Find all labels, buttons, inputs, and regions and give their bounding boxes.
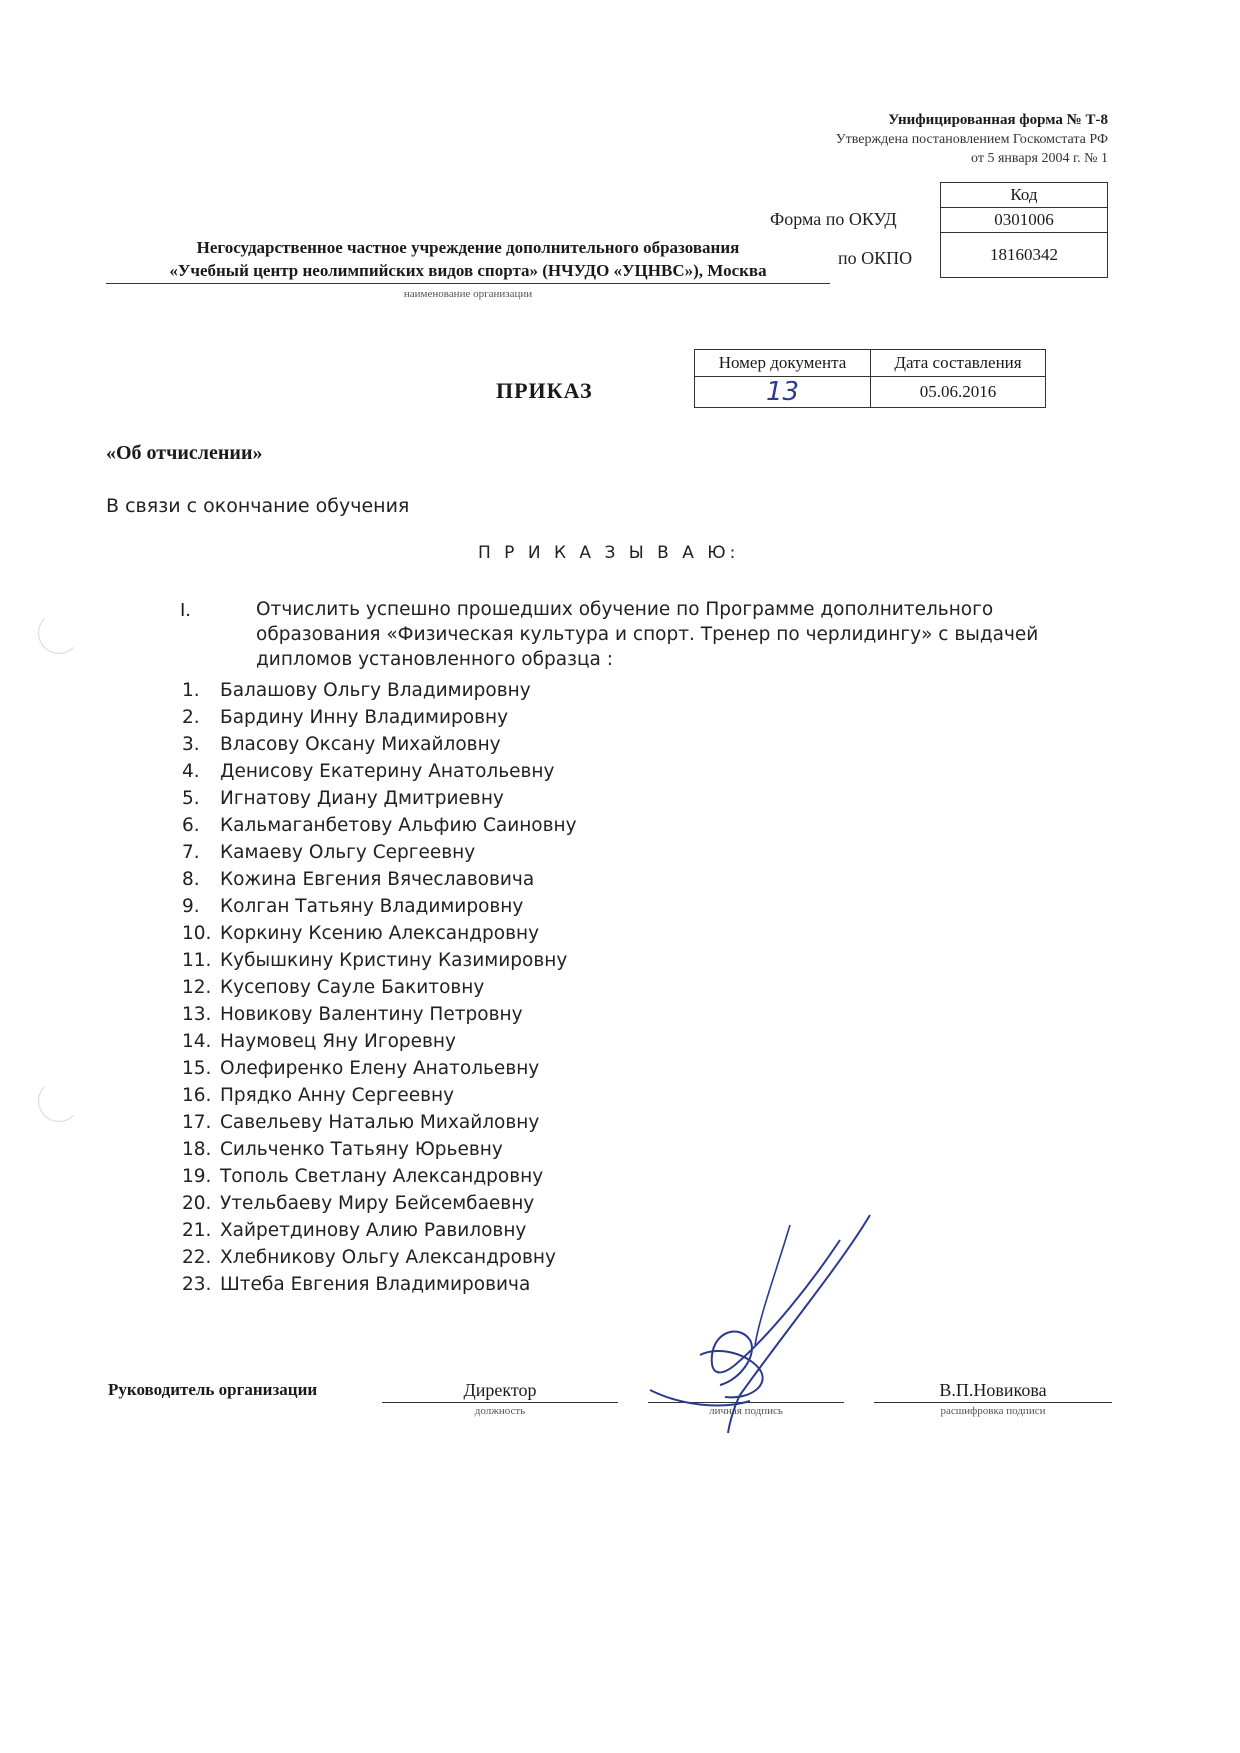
- list-item: [182, 731, 577, 758]
- student-name: Новикову Валентину Петровну: [220, 1004, 523, 1025]
- okud-value: 0301006: [941, 208, 1108, 233]
- punch-hole-icon: [38, 612, 80, 654]
- signer-name-caption: расшифровка подписи: [940, 1405, 1046, 1417]
- student-name: Сильченко Татьяну Юрьевну: [220, 1139, 503, 1160]
- student-name: Камаеву Ольгу Сергеевну: [220, 842, 476, 863]
- position-line: [382, 1402, 618, 1403]
- codes-table: [940, 182, 1108, 278]
- list-item-number: 5.: [182, 788, 200, 809]
- student-name: Кожина Евгения Вячеславовича: [220, 869, 535, 890]
- list-item-number: 20.: [182, 1193, 212, 1214]
- organization-caption: наименование организации: [403, 288, 533, 300]
- form-approved-date: от 5 января 2004 г. № 1: [971, 151, 1108, 166]
- okud-label: Форма по ОКУД: [770, 209, 897, 229]
- list-item-number: 4.: [182, 761, 200, 782]
- list-item: [182, 785, 577, 812]
- student-name: Игнатову Диану Дмитриевну: [220, 788, 504, 809]
- student-name: Колган Татьяну Владимировну: [220, 896, 524, 917]
- list-item: [182, 1190, 577, 1217]
- list-item-number: 9.: [182, 896, 200, 917]
- student-name: Савельеву Наталью Михайловну: [220, 1112, 540, 1133]
- list-item-number: 8.: [182, 869, 200, 890]
- list-item-number: 11.: [182, 950, 212, 971]
- list-item-number: 18.: [182, 1139, 212, 1160]
- list-item-number: 13.: [182, 1004, 212, 1025]
- document-number-cell: [695, 377, 871, 408]
- item-number: I.: [180, 600, 192, 621]
- list-item: [182, 677, 577, 704]
- list-item-number: 15.: [182, 1058, 212, 1079]
- student-name: Олефиренко Елену Анатольевну: [220, 1058, 540, 1079]
- list-item: [182, 1244, 577, 1271]
- student-name: Прядко Анну Сергеевну: [220, 1085, 455, 1106]
- list-item-number: 1.: [182, 680, 200, 701]
- order-reason: В связи с окончание обучения: [106, 495, 410, 517]
- list-item: [182, 866, 577, 893]
- form-name: Унифицированная форма № Т-8: [888, 112, 1108, 128]
- signer-name-line: [874, 1402, 1112, 1403]
- list-item-number: 17.: [182, 1112, 212, 1133]
- list-item: [182, 839, 577, 866]
- document-number-table: [694, 349, 1046, 408]
- list-item-number: 3.: [182, 734, 200, 755]
- order-subject: «Об отчислении»: [106, 442, 263, 464]
- list-item: [182, 920, 577, 947]
- document-date: 05.06.2016: [871, 377, 1046, 408]
- student-name: Кальмаганбетову Альфию Саиновну: [220, 815, 577, 836]
- student-name: Балашову Ольгу Владимировну: [220, 680, 531, 701]
- student-name: Штеба Евгения Владимировича: [220, 1274, 531, 1295]
- list-item: [182, 893, 577, 920]
- list-item-number: 7.: [182, 842, 200, 863]
- list-item: [182, 1163, 577, 1190]
- student-name: Тополь Светлану Александровну: [220, 1166, 544, 1187]
- list-item: [182, 1271, 577, 1298]
- list-item-number: 6.: [182, 815, 200, 836]
- student-name: Хлебникову Ольгу Александровну: [220, 1247, 556, 1268]
- signer-name: В.П.Новикова: [939, 1380, 1047, 1400]
- position-value: Директор: [463, 1380, 537, 1400]
- student-name: Денисову Екатерину Анатольевну: [220, 761, 555, 782]
- student-name: Утельбаеву Миру Бейсембаевну: [220, 1193, 535, 1214]
- list-item: [182, 974, 577, 1001]
- list-item: [182, 1055, 577, 1082]
- list-item: [182, 1109, 577, 1136]
- student-name: Коркину Ксению Александровну: [220, 923, 540, 944]
- document-number-header: Номер документа: [695, 350, 871, 377]
- punch-hole-icon: [38, 1080, 80, 1122]
- position-caption: должность: [474, 1405, 526, 1417]
- list-item-number: 12.: [182, 977, 212, 998]
- student-name: Кубышкину Кристину Казимировну: [220, 950, 568, 971]
- list-item: [182, 1082, 577, 1109]
- list-item: [182, 1217, 577, 1244]
- list-item-number: 2.: [182, 707, 200, 728]
- list-item: [182, 1028, 577, 1055]
- document-date-header: Дата составления: [871, 350, 1046, 377]
- order-title: ПРИКАЗ: [496, 378, 593, 403]
- student-name: Бардину Инну Владимировну: [220, 707, 509, 728]
- item-text: Отчислить успешно прошедших обучение по Программе дополнительного образования «Физическая культура и спорт. Тренер по черлидингу» с выдачей дипломов установленного образца :: [256, 599, 1039, 670]
- list-item: [182, 1136, 577, 1163]
- list-item-number: 22.: [182, 1247, 212, 1268]
- code-header: Код: [941, 183, 1108, 208]
- organization-name-line2: «Учебный центр неолимпийских видов спорта» (НЧУДО «УЦНВС»), Москва: [106, 261, 830, 284]
- okpo-value: 18160342: [941, 233, 1108, 278]
- list-item: [182, 704, 577, 731]
- list-item-number: 23.: [182, 1274, 212, 1295]
- head-of-organization-label: Руководитель организации: [108, 1380, 318, 1399]
- list-item: [182, 758, 577, 785]
- handwritten-signature-icon: [640, 1205, 880, 1445]
- list-item-number: 19.: [182, 1166, 212, 1187]
- list-item: [182, 947, 577, 974]
- signature-caption: личная подпись: [709, 1405, 783, 1417]
- list-item-number: 14.: [182, 1031, 212, 1052]
- student-name: Власову Оксану Михайловну: [220, 734, 501, 755]
- list-item-number: 16.: [182, 1085, 212, 1106]
- order-word: П Р И К А З Ы В А Ю:: [478, 543, 740, 563]
- list-item-number: 21.: [182, 1220, 212, 1241]
- student-name: Кусепову Сауле Бакитовну: [220, 977, 485, 998]
- document-number: 13: [765, 377, 800, 407]
- organization-name-line1: Негосударственное частное учреждение дополнительного образования: [196, 238, 740, 257]
- okpo-label: по ОКПО: [838, 248, 913, 268]
- student-name: Хайретдинову Алию Равиловну: [220, 1220, 527, 1241]
- list-item: [182, 812, 577, 839]
- student-name: Наумовец Яну Игоревну: [220, 1031, 456, 1052]
- list-item: [182, 1001, 577, 1028]
- students-list: [182, 677, 577, 1298]
- form-approved: Утверждена постановлением Госкомстата РФ: [835, 132, 1108, 147]
- list-item-number: 10.: [182, 923, 212, 944]
